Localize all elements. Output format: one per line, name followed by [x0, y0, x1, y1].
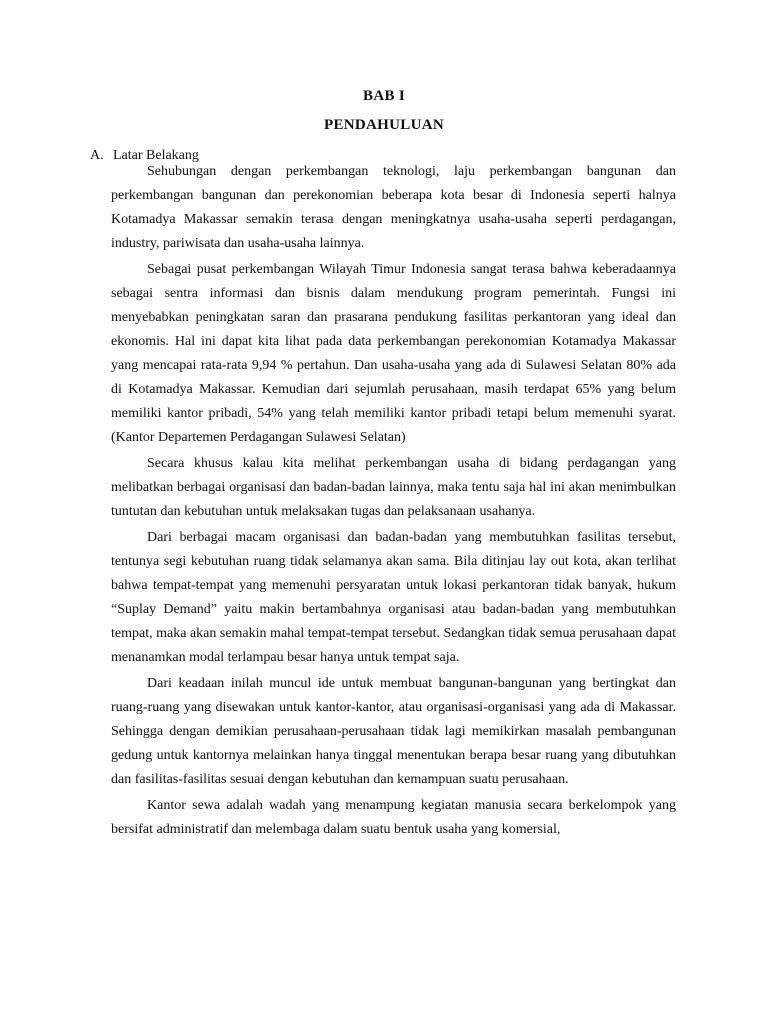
paragraph-1: Sehubungan dengan perkembangan teknologi, laju perkembangan bangunan dan perkembangan bangunan dan perekonomian beberapa kota besar di Indonesia seperti halnya Kotamadya Makassar semakin terasa dengan meningkatnya usaha-usaha seperti perdagangan, industry, pariwisata dan usaha-usaha lainnya. [111, 164, 676, 251]
paragraph-5: Dari keadaan inilah muncul ide untuk membuat bangunan-bangunan yang bertingkat dan ruang-ruang yang disewakan untuk kantor-kantor, atau organisasi-organisasi yang ada di Makassar. Sehingga dengan demikian perusahaan-perusahaan tidak lagi memikirkan masalah pembangunan gedung untuk kantornya melainkan hanya tinggal menentukan berapa besar ruang yang dibutuhkan dan fasilitas-fasilitas sesuai dengan kebutuhan dan kemampuan suatu perusahaan. [111, 676, 676, 787]
chapter-label: BAB I [363, 88, 405, 104]
body-text [111, 160, 676, 844]
chapter-title: PENDAHULUAN [324, 117, 444, 133]
paragraph-3: Secara khusus kalau kita melihat perkembangan usaha di bidang perdagangan yang melibatkan berbagai organisasi dan badan-badan lainnya, maka tentu saja hal ini akan menimbulkan tuntutan dan kebutuhan untuk melaksakan tugas dan pelaksanaan usahanya. [111, 456, 676, 519]
paragraph-2: Sebagai pusat perkembangan Wilayah Timur Indonesia sangat terasa bahwa keberadaannya sebagai sentra informasi dan bisnis dalam mendukung program pemerintah. Fungsi ini menyebabkan peningkatan saran dan prasarana pendukung fasilitas perkantoran yang ideal dan ekonomis. Hal ini dapat kita lihat pada data perkembangan perekonomian Kotamadya Makassar yang mencapai rata-rata 9,94 % pertahun. Dan usaha-usaha yang ada di Sulawesi Selatan 80% ada di Kotamadya Makassar. Kemudian dari sejumlah perusahaan, masih terdapat 65% yang belum memiliki kantor pribadi, 54% yang telah memiliki kantor pribadi tetapi belum memenuhi syarat. (Kantor Departemen Perdagangan Sulawesi Selatan) [111, 262, 676, 445]
paragraph-4: Dari berbagai macam organisasi dan badan-badan yang membutuhkan fasilitas tersebut, tentunya segi kebutuhan ruang tidak selamanya akan sama. Bila ditinjau lay out kota, akan terlihat bahwa tempat-tempat yang memenuhi persyaratan untuk lokasi perkantoran tidak banyak, hukum “Suplay Demand” yaitu makin bertambahnya organisasi atau badan-badan yang membutuhkan tempat, maka akan semakin mahal tempat-tempat tersebut. Sedangkan tidak semua perusahaan dapat menanamkan modal terlampau besar hanya untuk tempat saja. [111, 530, 676, 665]
section-title: Latar Belakang [113, 148, 199, 163]
paragraph-6: Kantor sewa adalah wadah yang menampung kegiatan manusia secara berkelompok yang bersifat administratif dan melembaga dalam suatu bentuk usaha yang komersial, [111, 798, 676, 837]
section-marker: A. [90, 148, 104, 163]
